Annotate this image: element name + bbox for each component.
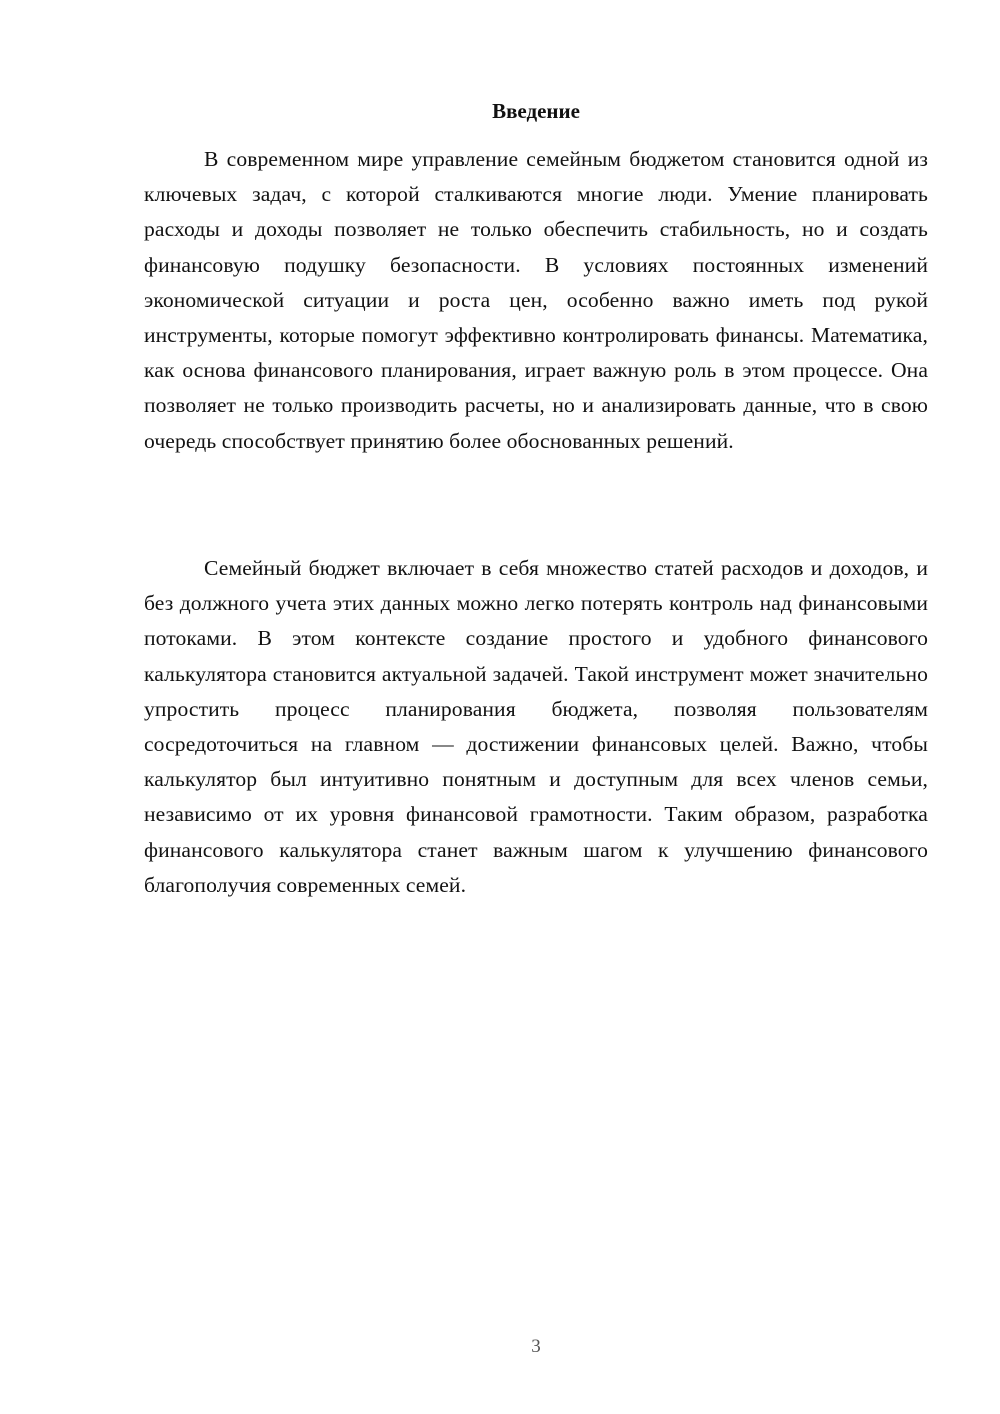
page-number: 3: [531, 1336, 541, 1357]
section-heading: Введение: [492, 99, 580, 123]
paragraph-1: В современном мире управление семейным бюджетом становится одной из ключевых задач, с которой сталкиваются многие люди. Умение планировать расходы и доходы позволяет не только обеспечить стабильность, но и создать финансовую подушку безопасности. В условиях постоянных изменений экономической ситуации и роста цен, особенно важно иметь под рукой инструменты, которые помогут эффективно контролировать финансы. Математика, как основа финансового планирования, играет важную роль в этом процессе. Она позволяет не только производить расчеты, но и анализировать данные, что в свою очередь способствует принятию более обоснованных решений.: [144, 147, 928, 453]
paragraph-2: Семейный бюджет включает в себя множество статей расходов и доходов, и без должного учета этих данных можно легко потерять контроль над финансовыми потоками. В этом контексте создание простого и удобного финансового калькулятора становится актуальной задачей. Такой инструмент может значительно упростить процесс планирования бюджета, позволяя пользователям сосредоточиться на главном — достижении финансовых целей. Важно, чтобы калькулятор был интуитивно понятным и доступным для всех членов семьи, независимо от их уровня финансовой грамотности. Таким образом, разработка финансового калькулятора станет важным шагом к улучшению финансового благополучия современных семей.: [144, 556, 928, 897]
